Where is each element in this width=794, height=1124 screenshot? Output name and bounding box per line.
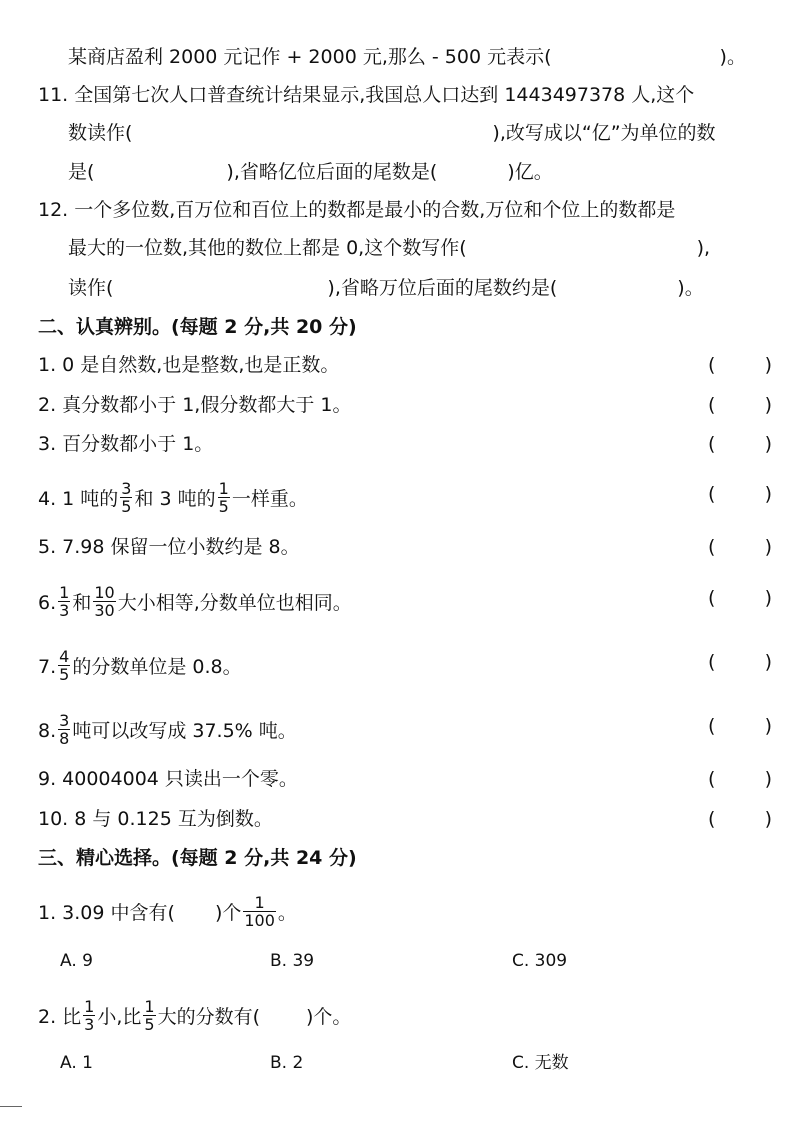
fraction: $\frac{3}{5}$ — [121, 479, 132, 516]
fraction: $\frac{1}{3}$ — [59, 583, 70, 620]
q1-option-a[interactable]: A. 9 — [60, 951, 93, 971]
q2-option-b[interactable]: B. 2 — [270, 1053, 304, 1073]
answer-blank-3[interactable]: ( ) — [708, 433, 772, 455]
answer-blank-6[interactable]: ( ) — [708, 587, 772, 609]
judge-item-5: 5. 7.98 保留一位小数约是 8。 — [38, 536, 300, 558]
fraction: $\frac{1}{100}$ — [244, 893, 275, 930]
q11-line-2: 数读作( ),改写成以“亿”为单位的数 — [68, 122, 716, 144]
judge-item-4: 4. 1 吨的 $\frac{3}{5}$ 和 3 吨的 $\frac{1}{5}$ 一样重。 — [38, 479, 308, 516]
judge-item-10: 10. 8 与 0.125 互为倒数。 — [38, 808, 273, 830]
q12-line-3: 读作( ),省略万位后面的尾数约是( )。 — [68, 277, 704, 299]
judge-item-7: 7. $\frac{4}{5}$ 的分数单位是 0.8。 — [38, 647, 242, 684]
judge-item-2: 2. 真分数都小于 1,假分数都大于 1。 — [38, 394, 352, 416]
fraction: $\frac{3}{8}$ — [59, 711, 70, 748]
q1-option-b[interactable]: B. 39 — [270, 951, 315, 971]
q12-line-1: 12. 一个多位数,百万位和百位上的数都是最小的合数,万位和个位上的数都是 — [38, 199, 676, 221]
answer-blank-1[interactable]: ( ) — [708, 354, 772, 376]
judge-item-1: 1. 0 是自然数,也是整数,也是正数。 — [38, 354, 340, 376]
answer-blank-4[interactable]: ( ) — [708, 483, 772, 505]
answer-blank-2[interactable]: ( ) — [708, 394, 772, 416]
q2-option-c[interactable]: C. 无数 — [512, 1053, 569, 1073]
fraction: $\frac{4}{5}$ — [59, 647, 70, 684]
q11-line-3: 是( ),省略亿位后面的尾数是( )亿。 — [68, 161, 553, 183]
fraction: $\frac{10}{30}$ — [94, 583, 115, 620]
section-2-heading: 二、认真辨别。(每题 2 分,共 20 分) — [38, 316, 357, 338]
q11-line-1: 11. 全国第七次人口普查统计结果显示,我国总人口达到 1443497378 人,这个 — [38, 84, 695, 106]
choice-question-2: 2. 比 $\frac{1}{3}$ 小,比 $\frac{1}{5}$ 大的分数有( )个。 — [38, 997, 352, 1034]
judge-item-6: 6. $\frac{1}{3}$ 和 $\frac{10}{30}$ 大小相等,分数单位也相同。 — [38, 583, 352, 620]
answer-blank-5[interactable]: ( ) — [708, 536, 772, 558]
q1-option-c[interactable]: C. 309 — [512, 951, 568, 971]
q12-line-2: 最大的一位数,其他的数位上都是 0,这个数写作( ), — [68, 237, 711, 259]
answer-blank-8[interactable]: ( ) — [708, 715, 772, 737]
answer-blank-10[interactable]: ( ) — [708, 808, 772, 830]
choice-question-1: 1. 3.09 中含有( )个 $\frac{1}{100}$ 。 — [38, 893, 297, 930]
judge-item-9: 9. 40004004 只读出一个零。 — [38, 768, 298, 790]
page-edge-mark — [0, 1106, 22, 1107]
q10-continuation: 某商店盈利 2000 元记作 + 2000 元,那么 - 500 元表示( )。 — [68, 46, 746, 68]
q2-option-a[interactable]: A. 1 — [60, 1053, 93, 1073]
judge-item-3: 3. 百分数都小于 1。 — [38, 433, 214, 455]
answer-blank-7[interactable]: ( ) — [708, 651, 772, 673]
answer-blank-9[interactable]: ( ) — [708, 768, 772, 790]
fraction: $\frac{1}{5}$ — [218, 479, 229, 516]
fraction: $\frac{1}{5}$ — [144, 997, 155, 1034]
fraction: $\frac{1}{3}$ — [84, 997, 95, 1034]
judge-item-8: 8. $\frac{3}{8}$ 吨可以改写成 37.5% 吨。 — [38, 711, 297, 748]
section-3-heading: 三、精心选择。(每题 2 分,共 24 分) — [38, 847, 357, 869]
